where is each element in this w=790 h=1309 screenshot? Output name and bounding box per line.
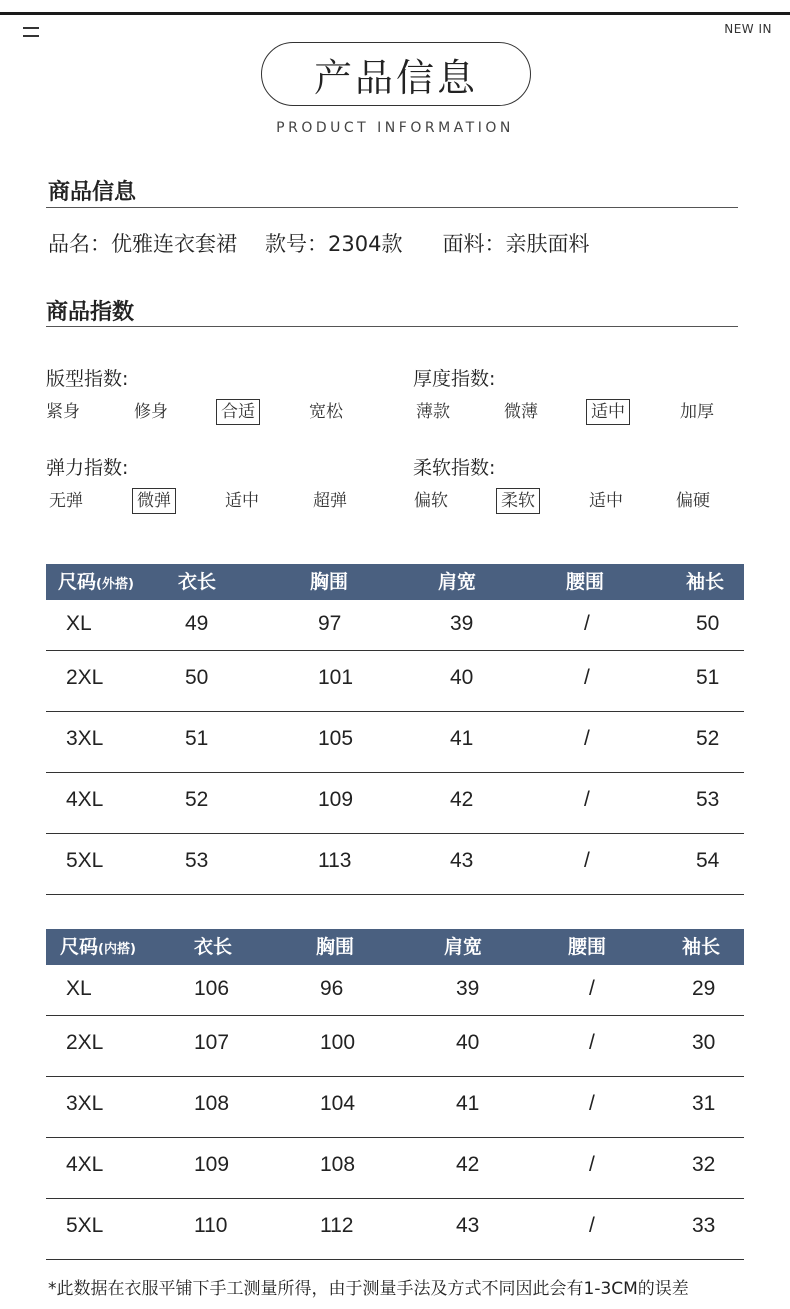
page-title: 产品信息 xyxy=(261,42,531,106)
table-cell: 106 xyxy=(194,977,230,1000)
table-cell: 42 xyxy=(450,788,474,811)
table-row xyxy=(46,1138,744,1199)
table-cell: 41 xyxy=(450,727,474,750)
fit-option: 修身 xyxy=(134,402,168,422)
table-cell: 3XL xyxy=(66,727,104,750)
table-cell: 40 xyxy=(456,1031,480,1054)
table-cell: 42 xyxy=(456,1153,480,1176)
softness-option: 适中 xyxy=(589,491,623,511)
table-cell: 4XL xyxy=(66,1153,104,1176)
elasticity-option: 适中 xyxy=(225,491,259,511)
table-cell: 109 xyxy=(194,1153,230,1176)
header-length: 衣长 xyxy=(194,936,233,958)
indices-heading: 商品指数 xyxy=(46,300,135,325)
header-size: 尺码(内搭) xyxy=(60,936,136,958)
softness-index-label: 柔软指数: xyxy=(413,457,496,479)
table-cell: / xyxy=(589,1214,595,1237)
fit-index-label: 版型指数: xyxy=(46,368,129,390)
header-shoulder: 肩宽 xyxy=(444,936,483,958)
header-size: 尺码(外搭) xyxy=(58,571,134,593)
header-waist: 腰围 xyxy=(566,571,605,593)
table-cell: 51 xyxy=(696,666,720,689)
fit-option-selected: 合适 xyxy=(216,399,260,425)
table-cell: 104 xyxy=(320,1092,356,1115)
table-cell: 32 xyxy=(692,1153,716,1176)
product-name: 品名：优雅连衣套裙 xyxy=(48,232,237,256)
table-cell: 2XL xyxy=(66,1031,104,1054)
table-cell: 33 xyxy=(692,1214,716,1237)
table-cell: / xyxy=(589,1153,595,1176)
table-cell: / xyxy=(584,612,590,635)
table-row xyxy=(46,773,744,834)
softness-option-selected: 柔软 xyxy=(496,488,540,514)
table-cell: 108 xyxy=(320,1153,356,1176)
table-cell: 3XL xyxy=(66,1092,104,1115)
elasticity-option: 无弹 xyxy=(49,491,83,511)
table-cell: 39 xyxy=(456,977,480,1000)
table-cell: 54 xyxy=(696,849,720,872)
table-cell: / xyxy=(584,666,590,689)
table-cell: 50 xyxy=(696,612,720,635)
fit-option: 宽松 xyxy=(309,402,343,422)
table-cell: 52 xyxy=(185,788,209,811)
header-shoulder: 肩宽 xyxy=(438,571,477,593)
table-cell: 101 xyxy=(318,666,354,689)
softness-option: 偏硬 xyxy=(676,491,710,511)
table-cell: 112 xyxy=(320,1214,354,1237)
size-table-inner xyxy=(46,929,744,1260)
divider xyxy=(46,207,738,208)
table-cell: 5XL xyxy=(66,1214,104,1237)
softness-option: 偏软 xyxy=(414,491,448,511)
menu-icon[interactable] xyxy=(23,27,39,37)
table-cell: 30 xyxy=(692,1031,716,1054)
table-cell: / xyxy=(584,727,590,750)
table-row xyxy=(46,965,744,1016)
table-cell: 52 xyxy=(696,727,720,750)
table-row xyxy=(46,600,744,651)
table-cell: 43 xyxy=(456,1214,480,1237)
table-cell: 100 xyxy=(320,1031,356,1054)
table-cell: 43 xyxy=(450,849,474,872)
table-cell: 107 xyxy=(194,1031,230,1054)
thickness-index-label: 厚度指数: xyxy=(413,368,496,390)
table-row xyxy=(46,1077,744,1138)
table-row xyxy=(46,712,744,773)
table-cell: 96 xyxy=(320,977,344,1000)
divider xyxy=(46,326,738,327)
table-cell: 41 xyxy=(456,1092,480,1115)
thickness-option: 薄款 xyxy=(416,402,450,422)
thickness-option-selected: 适中 xyxy=(586,399,630,425)
elasticity-option: 超弹 xyxy=(313,491,347,511)
header-chest: 胸围 xyxy=(310,571,349,593)
table-cell: / xyxy=(589,977,595,1000)
header-sleeve: 袖长 xyxy=(686,571,725,593)
product-info-line xyxy=(48,228,589,258)
header-chest: 胸围 xyxy=(316,936,355,958)
table-header xyxy=(46,929,744,965)
table-cell: 105 xyxy=(318,727,354,750)
fit-option: 紧身 xyxy=(46,402,80,422)
table-cell: 4XL xyxy=(66,788,104,811)
table-cell: 113 xyxy=(318,849,352,872)
table-header xyxy=(46,564,744,600)
table-cell: XL xyxy=(66,977,92,1000)
table-cell: 49 xyxy=(185,612,209,635)
table-row xyxy=(46,651,744,712)
table-cell: 109 xyxy=(318,788,354,811)
table-cell: 39 xyxy=(450,612,474,635)
thickness-option: 微薄 xyxy=(504,402,538,422)
table-cell: 50 xyxy=(185,666,209,689)
fabric: 面料：亲肤面料 xyxy=(442,232,590,256)
table-cell: 97 xyxy=(318,612,342,635)
table-cell: 110 xyxy=(194,1214,228,1237)
new-in-link[interactable]: NEW IN xyxy=(724,22,772,36)
table-cell: 2XL xyxy=(66,666,104,689)
top-divider xyxy=(0,12,790,15)
table-cell: 29 xyxy=(692,977,716,1000)
table-cell: 108 xyxy=(194,1092,230,1115)
table-row xyxy=(46,834,744,895)
measurement-footnote: *此数据在衣服平铺下手工测量所得，由于测量手法及方式不同因此会有1-3CM的误差 xyxy=(48,1279,689,1299)
table-cell: 53 xyxy=(185,849,209,872)
table-cell: 31 xyxy=(692,1092,716,1115)
table-cell: / xyxy=(584,849,590,872)
table-cell: 5XL xyxy=(66,849,104,872)
header-waist: 腰围 xyxy=(568,936,607,958)
page-subtitle: PRODUCT INFORMATION xyxy=(276,120,514,136)
table-cell: 40 xyxy=(450,666,474,689)
elasticity-index-label: 弹力指数: xyxy=(46,457,129,479)
table-row xyxy=(46,1016,744,1077)
table-cell: 53 xyxy=(696,788,720,811)
style-number: 款号：2304款 xyxy=(265,232,403,256)
table-cell: XL xyxy=(66,612,92,635)
table-row xyxy=(46,1199,744,1260)
size-table-outer xyxy=(46,564,744,895)
table-cell: 51 xyxy=(185,727,209,750)
table-cell: / xyxy=(589,1031,595,1054)
table-cell: / xyxy=(584,788,590,811)
thickness-option: 加厚 xyxy=(680,402,714,422)
header-length: 衣长 xyxy=(178,571,217,593)
elasticity-option-selected: 微弹 xyxy=(132,488,176,514)
product-info-heading: 商品信息 xyxy=(48,180,137,205)
header-sleeve: 袖长 xyxy=(682,936,721,958)
table-cell: / xyxy=(589,1092,595,1115)
